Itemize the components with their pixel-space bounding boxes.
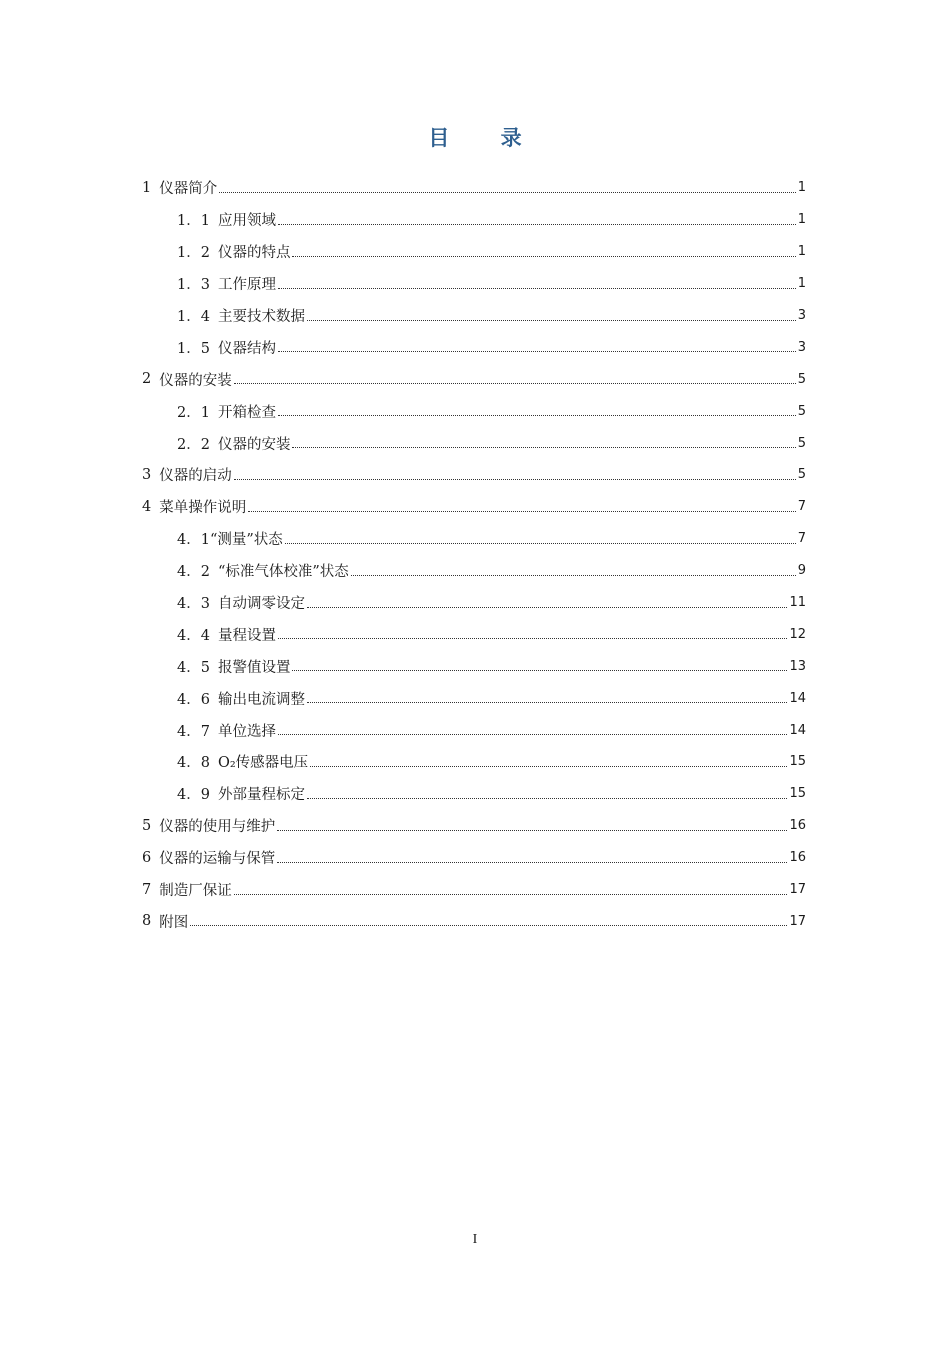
toc-entry[interactable] bbox=[142, 363, 806, 395]
toc-entry-label: 仪器的安装 bbox=[159, 372, 232, 389]
toc-entry-number: 8 bbox=[142, 913, 152, 930]
toc-entry-number: 4．6 bbox=[177, 691, 210, 708]
toc-entry-page: 12 bbox=[789, 626, 806, 642]
toc-entry[interactable] bbox=[142, 842, 806, 874]
toc-entry[interactable] bbox=[142, 810, 806, 842]
toc-entry-label: 单位选择 bbox=[217, 723, 276, 740]
toc-entry-label: 仪器的启动 bbox=[159, 468, 232, 485]
dot-leader bbox=[278, 350, 796, 352]
toc-entry-number: 2．2 bbox=[177, 436, 210, 453]
toc-entry-label: 自动调零设定 bbox=[217, 596, 305, 613]
dot-leader bbox=[310, 765, 787, 767]
toc-entry-page: 3 bbox=[797, 308, 806, 323]
toc-entry-label: 工作原理 bbox=[217, 277, 276, 294]
toc-entry-label: 仪器的安装 bbox=[217, 436, 291, 453]
toc-entry-label: 主要技术数据 bbox=[217, 309, 305, 325]
toc-entry-label: 外部量程标定 bbox=[217, 787, 305, 804]
dot-leader bbox=[307, 606, 788, 608]
toc-entry-label: O₂传感器电压 bbox=[217, 755, 309, 772]
toc-entry-page: 16 bbox=[789, 818, 806, 834]
toc-entry-number: 4．8 bbox=[177, 755, 210, 772]
toc-entry[interactable] bbox=[142, 778, 806, 810]
toc-entry-number: 1 bbox=[142, 179, 152, 196]
dot-leader bbox=[307, 701, 788, 703]
toc-entry-number: 4．9 bbox=[177, 787, 210, 804]
toc-entry[interactable] bbox=[142, 491, 806, 523]
dot-leader bbox=[351, 574, 796, 576]
toc-entry-page: 5 bbox=[797, 371, 806, 387]
toc-entry-page: 16 bbox=[789, 850, 806, 866]
toc-entry-label: “标准气体校准”状态 bbox=[217, 564, 349, 581]
toc-entry-number: 6 bbox=[142, 849, 152, 866]
toc-entry-number: 4．2 bbox=[177, 564, 210, 581]
toc-entry-page: 13 bbox=[789, 658, 806, 674]
toc-entry[interactable] bbox=[142, 523, 806, 555]
toc-entry-number: 1．5 bbox=[177, 340, 210, 357]
dot-leader bbox=[190, 924, 787, 926]
dot-leader bbox=[292, 669, 787, 671]
toc-entry-label: 仪器的特点 bbox=[217, 245, 291, 262]
toc-entry-page: 15 bbox=[789, 786, 806, 802]
dot-leader bbox=[248, 510, 795, 512]
toc-entry[interactable] bbox=[142, 905, 806, 937]
toc-entry-label: 仪器的使用与维护 bbox=[159, 819, 276, 836]
dot-leader bbox=[307, 797, 788, 799]
toc-entry[interactable] bbox=[142, 204, 806, 236]
dot-leader bbox=[292, 446, 795, 448]
toc-entry-page: 11 bbox=[789, 595, 806, 611]
toc-entry-number: 1．1 bbox=[177, 213, 210, 230]
toc-entry-page: 1 bbox=[797, 276, 806, 292]
toc-entry-label: 附图 bbox=[159, 914, 189, 931]
toc-entry-label: 仪器简介 bbox=[159, 181, 218, 198]
toc-entry[interactable] bbox=[142, 300, 806, 332]
toc-entry-number: 7 bbox=[142, 881, 152, 898]
toc-entry[interactable] bbox=[142, 618, 806, 650]
toc-entry-number: 5 bbox=[142, 817, 152, 834]
table-of-contents bbox=[142, 172, 806, 937]
toc-entry[interactable] bbox=[142, 268, 806, 300]
toc-entry-label: 量程设置 bbox=[217, 627, 276, 644]
toc-entry-number: 1．3 bbox=[177, 277, 210, 294]
toc-entry[interactable] bbox=[142, 746, 806, 778]
toc-entry[interactable] bbox=[142, 459, 806, 491]
dot-leader bbox=[234, 478, 796, 480]
toc-entry[interactable] bbox=[142, 331, 806, 363]
toc-entry[interactable] bbox=[142, 587, 806, 619]
toc-entry-page: 1 bbox=[797, 180, 806, 196]
toc-entry[interactable] bbox=[142, 682, 806, 714]
dot-leader bbox=[219, 191, 795, 193]
toc-entry-page: 7 bbox=[797, 499, 806, 515]
toc-entry-number: 4．3 bbox=[177, 596, 210, 613]
toc-entry[interactable] bbox=[142, 395, 806, 427]
toc-entry-page: 1 bbox=[797, 244, 806, 260]
toc-entry-label: 应用领域 bbox=[217, 213, 276, 230]
dot-leader bbox=[278, 414, 796, 416]
dot-leader bbox=[278, 287, 796, 289]
toc-entry[interactable] bbox=[142, 427, 806, 459]
toc-entry-label: 菜单操作说明 bbox=[159, 500, 247, 517]
toc-entry-number: 4．5 bbox=[177, 659, 210, 676]
dot-leader bbox=[278, 733, 788, 735]
toc-entry-label: 仪器的运输与保管 bbox=[159, 851, 276, 868]
toc-entry-page: 7 bbox=[797, 531, 806, 547]
toc-entry-label: 输出电流调整 bbox=[217, 691, 305, 708]
toc-entry-number: 4．4 bbox=[177, 627, 210, 644]
toc-entry-number: 1．2 bbox=[177, 245, 210, 262]
toc-entry-number: 2 bbox=[142, 371, 152, 388]
toc-entry[interactable] bbox=[142, 874, 806, 906]
toc-entry-page: 3 bbox=[797, 339, 806, 355]
toc-entry-page: 14 bbox=[789, 722, 806, 738]
toc-entry-page: 17 bbox=[789, 913, 806, 929]
toc-entry-label: 仪器结构 bbox=[217, 340, 276, 357]
toc-entry-page: 5 bbox=[797, 403, 806, 419]
toc-entry-number: 4．1 bbox=[177, 532, 210, 549]
toc-entry-page: 15 bbox=[789, 754, 806, 770]
toc-entry-label: 报警值设置 bbox=[217, 659, 291, 676]
toc-entry-number: 2．1 bbox=[177, 404, 210, 421]
toc-entry-number: 4 bbox=[142, 498, 152, 515]
toc-entry-page: 17 bbox=[789, 882, 806, 898]
dot-leader bbox=[234, 382, 796, 384]
dot-leader bbox=[292, 255, 795, 257]
toc-entry-number: 1．4 bbox=[177, 309, 210, 325]
page-number: I bbox=[472, 1232, 478, 1247]
dot-leader bbox=[234, 893, 788, 895]
toc-entry-number: 3 bbox=[142, 466, 152, 483]
dot-leader bbox=[285, 542, 796, 544]
dot-leader bbox=[277, 829, 787, 831]
dot-leader bbox=[307, 319, 796, 321]
toc-entry-label: 制造厂保证 bbox=[159, 883, 232, 900]
toc-entry-page: 9 bbox=[797, 563, 806, 579]
toc-entry[interactable] bbox=[142, 236, 806, 268]
toc-entry[interactable] bbox=[142, 172, 806, 204]
toc-entry-page: 5 bbox=[797, 435, 806, 451]
dot-leader bbox=[277, 861, 787, 863]
toc-entry-number: 4．7 bbox=[177, 723, 210, 740]
toc-entry[interactable] bbox=[142, 714, 806, 746]
toc-entry[interactable] bbox=[142, 555, 806, 587]
dot-leader bbox=[278, 637, 788, 639]
toc-entry-page: 1 bbox=[797, 212, 806, 228]
toc-entry-label: 开箱检查 bbox=[217, 404, 276, 421]
dot-leader bbox=[278, 223, 796, 225]
toc-entry[interactable] bbox=[142, 650, 806, 682]
toc-entry-page: 5 bbox=[797, 467, 806, 483]
toc-entry-page: 14 bbox=[789, 690, 806, 706]
toc-entry-label: “测量”状态 bbox=[209, 532, 283, 549]
page-title: 目 录 bbox=[428, 126, 544, 150]
